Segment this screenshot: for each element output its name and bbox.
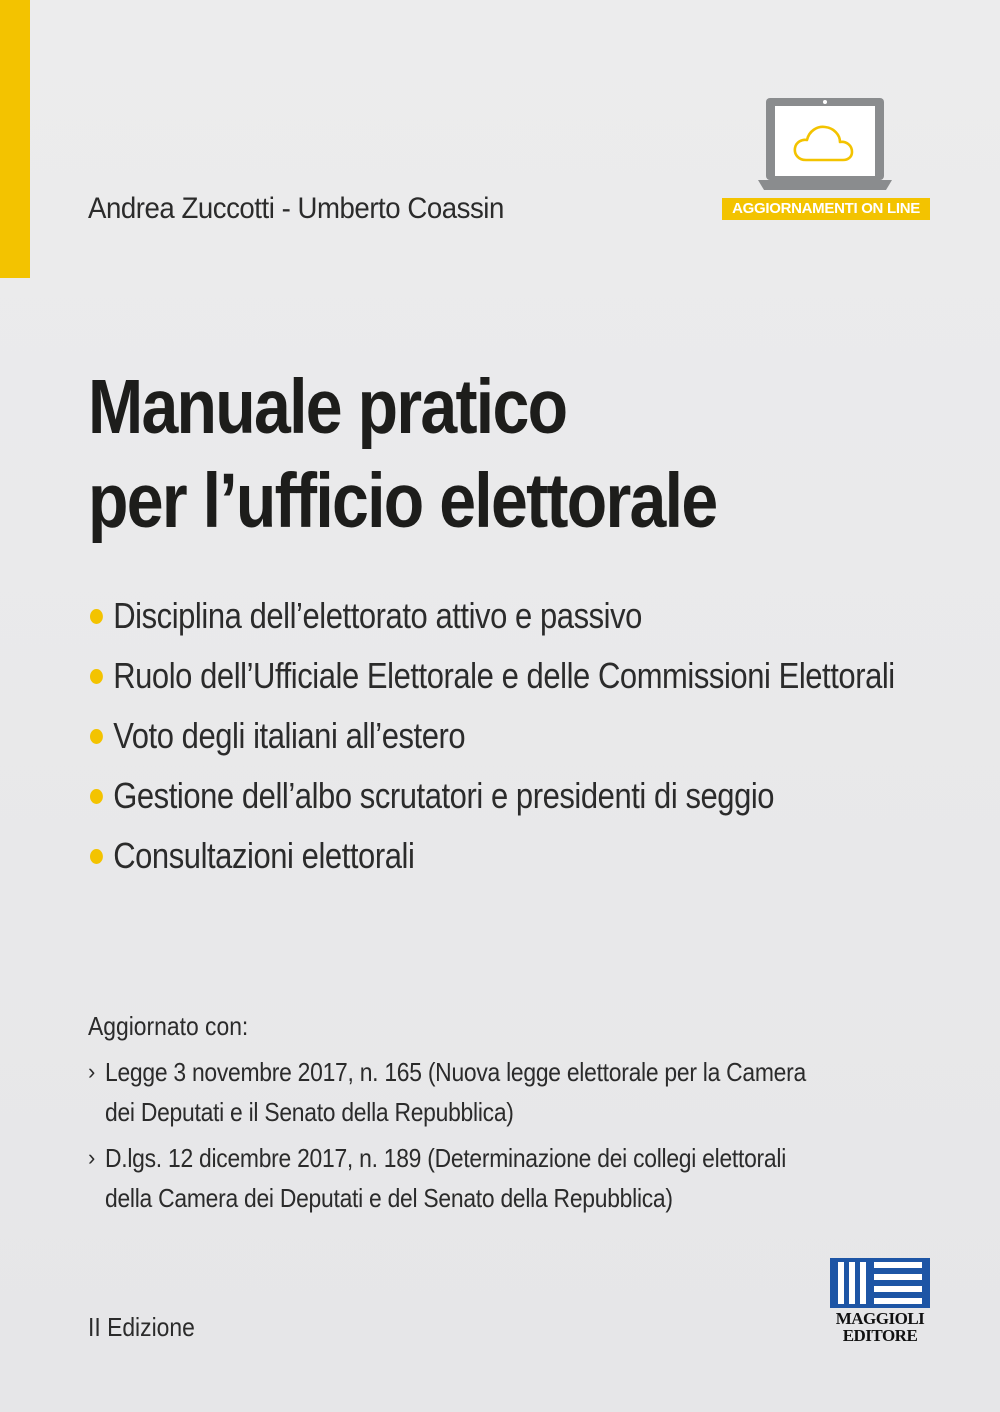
yellow-accent-bar — [0, 0, 30, 278]
authors: Andrea Zuccotti - Umberto Coassin — [88, 192, 504, 225]
bullet-icon — [90, 609, 103, 624]
updates-section — [88, 1006, 908, 1218]
feature-text: Gestione dell’albo scrutatori e presidenti di seggio — [113, 775, 775, 816]
book-title — [88, 360, 716, 548]
publisher-line-1: MAGGIOLI — [835, 1309, 925, 1328]
law-text: dei Deputati e il Senato della Repubblica) — [105, 1097, 514, 1127]
publisher-name — [830, 1310, 930, 1344]
chevron-right-icon: › — [88, 1059, 96, 1084]
feature-text: Ruolo dell’Ufficiale Elettorale e delle Commissioni Elettorali — [113, 655, 895, 696]
feature-item — [90, 706, 895, 766]
publisher-line-2: EDITORE — [842, 1326, 918, 1345]
bullet-icon — [90, 669, 103, 684]
edition-label: II Edizione — [88, 1312, 195, 1342]
title-line-1: Manuale pratico — [88, 364, 567, 450]
feature-text: Consultazioni elettorali — [113, 835, 415, 876]
feature-item — [90, 646, 895, 706]
feature-item — [90, 586, 895, 646]
chevron-right-icon: › — [88, 1145, 96, 1170]
publisher-logo — [830, 1258, 930, 1348]
maggioli-logo-icon — [830, 1258, 930, 1308]
law-item — [88, 1052, 908, 1132]
feature-list — [90, 586, 1000, 886]
title-line-2: per l’ufficio elettorale — [88, 458, 717, 544]
bullet-icon — [90, 729, 103, 744]
feature-text: Disciplina dell’elettorato attivo e passivo — [113, 595, 642, 636]
online-updates-badge: AGGIORNAMENTI ON LINE — [722, 198, 930, 220]
law-item — [88, 1138, 908, 1218]
laptop-cloud-icon — [758, 94, 892, 194]
law-text: D.lgs. 12 dicembre 2017, n. 189 (Determinazione dei collegi elettorali — [105, 1143, 787, 1173]
online-updates-block — [722, 94, 930, 224]
law-text: della Camera dei Deputati e del Senato della Repubblica) — [105, 1183, 673, 1213]
feature-item — [90, 766, 895, 826]
feature-text: Voto degli italiani all’estero — [113, 715, 466, 756]
bullet-icon — [90, 789, 103, 804]
updates-heading: Aggiornato con: — [88, 1011, 249, 1041]
law-text: Legge 3 novembre 2017, n. 165 (Nuova legge elettorale per la Camera — [105, 1057, 806, 1087]
feature-item — [90, 826, 895, 886]
bullet-icon — [90, 849, 103, 864]
